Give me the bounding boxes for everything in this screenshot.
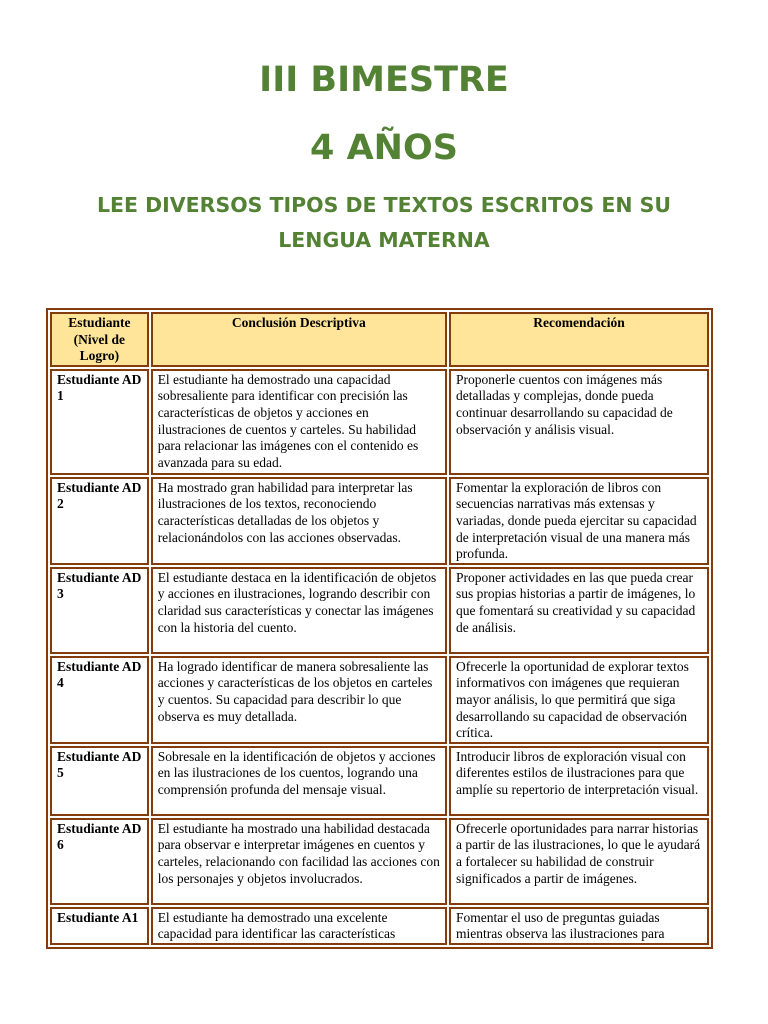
assessment-table [46,308,713,949]
student-cell: Estudiante AD 2 [50,477,149,565]
table-row [50,907,709,945]
column-header-conclusion: Conclusión Descriptiva [151,312,447,367]
conclusion-cell: Ha logrado identificar de manera sobresaliente las acciones y características de los objetos en carteles y cuentos. Su capacidad para describir lo que observa es muy detallada. [151,656,447,744]
competency-subtitle: LEE DIVERSOS TIPOS DE TEXTOS ESCRITOS EN SU LENGUA MATERNA [96,193,672,252]
recommendation-cell: Introducir libros de exploración visual con diferentes estilos de ilustraciones para que amplíe su repertorio de interpretación visual. [449,746,709,816]
recommendation-cell: Ofrecerle la oportunidad de explorar textos informativos con imágenes que requieran mayor análisis, lo que permitirá que siga desarrollando su capacidad de observación crítica. [449,656,709,744]
conclusion-cell: El estudiante ha demostrado una excelente capacidad para identificar las características [151,907,447,945]
title-age: 4 AÑOS [310,128,458,168]
student-cell: Estudiante AD 5 [50,746,149,816]
column-header-student: Estudiante (Nivel de Logro) [50,312,149,367]
table-row [50,477,709,565]
table-row [50,746,709,816]
recommendation-cell: Proponerle cuentos con imágenes más detalladas y complejas, donde pueda continuar desarrollando su capacidad de observación y análisis visual. [449,369,709,475]
conclusion-cell: El estudiante ha demostrado una capacidad sobresaliente para identificar con precisión las características de objetos y acciones en ilustraciones de cuentos y carteles. Su habilidad para relacionar las imágenes con el contenido es avanzada para su edad. [151,369,447,475]
recommendation-cell: Fomentar el uso de preguntas guiadas mientras observa las ilustraciones para [449,907,709,945]
conclusion-cell: Sobresale en la identificación de objetos y acciones en las ilustraciones de los cuentos, logrando una comprensión profunda del mensaje visual. [151,746,447,816]
recommendation-cell: Fomentar la exploración de libros con secuencias narrativas más extensas y variadas, donde pueda ejercitar su capacidad de interpretación visual de una manera más profunda. [449,477,709,565]
conclusion-cell: El estudiante ha mostrado una habilidad destacada para observar e interpretar imágenes en cuentos y carteles, relacionando con facilidad las acciones con los personajes y objetos involucrados. [151,818,447,905]
student-cell: Estudiante A1 [50,907,149,945]
table-row [50,369,709,475]
table-row [50,567,709,654]
title-bimestre: III BIMESTRE [259,60,509,100]
column-header-recommendation: Recomendación [449,312,709,367]
table-row [50,656,709,744]
recommendation-cell: Ofrecerle oportunidades para narrar historias a partir de las ilustraciones, lo que le ayudará a fortalecer su habilidad de construir significados a partir de imágenes. [449,818,709,905]
student-cell: Estudiante AD 1 [50,369,149,475]
conclusion-cell: El estudiante destaca en la identificación de objetos y acciones en ilustraciones, logrando describir con claridad sus características y conectar las imágenes con la historia del cuento. [151,567,447,654]
recommendation-cell: Proponer actividades en las que pueda crear sus propias historias a partir de imágenes, lo que fomentará su creatividad y su capacidad de análisis. [449,567,709,654]
table-row [50,818,709,905]
conclusion-cell: Ha mostrado gran habilidad para interpretar las ilustraciones de los textos, reconociendo características detalladas de los objetos y relacionándolos con las acciones observadas. [151,477,447,565]
student-cell: Estudiante AD 3 [50,567,149,654]
student-cell: Estudiante AD 6 [50,818,149,905]
table-header-row [50,312,709,367]
student-cell: Estudiante AD 4 [50,656,149,744]
